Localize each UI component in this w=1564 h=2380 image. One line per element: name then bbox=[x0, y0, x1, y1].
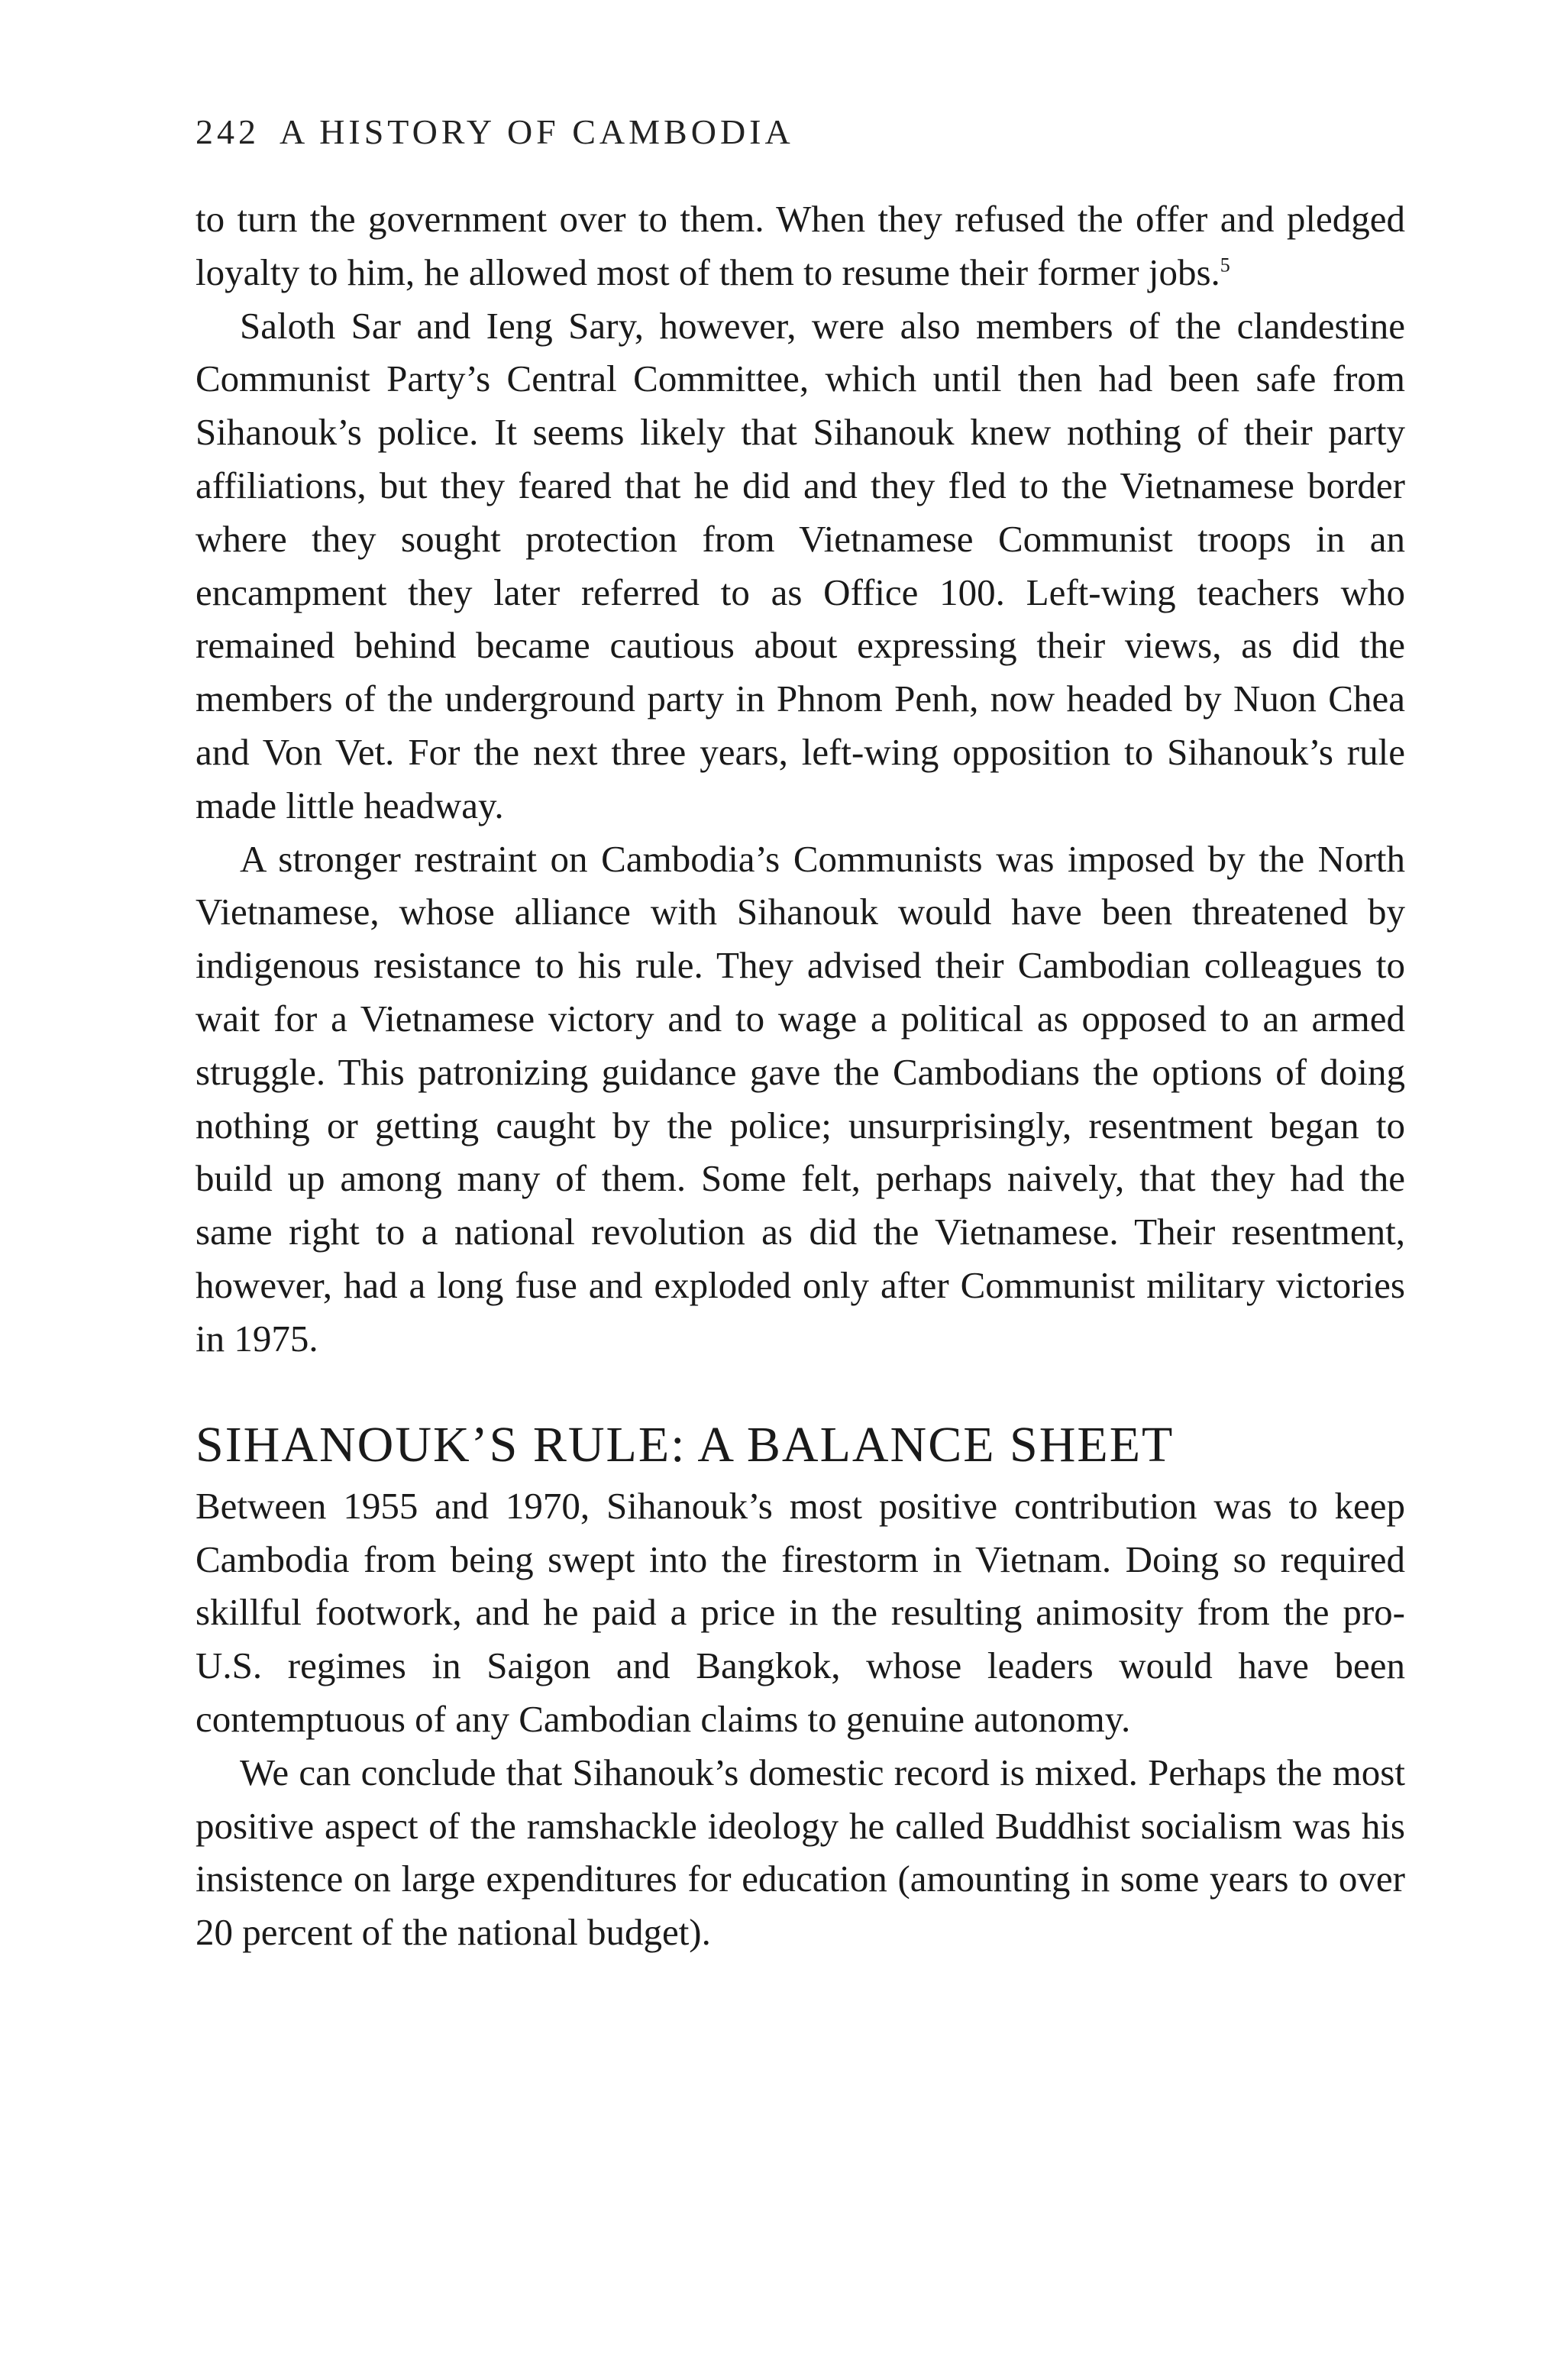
section-heading: SIHANOUK’S RULE: A BALANCE SHEET bbox=[196, 1416, 1175, 1473]
paragraph-1-text: to turn the government over to them. When they refused the offer and pledged loyalty to him, he allowed most of them to resume their former jobs. bbox=[196, 198, 1405, 293]
paragraph-1 bbox=[196, 192, 1405, 299]
paragraph-2: Saloth Sar and Ieng Sary, however, were also members of the clandestine Communist Party’s Central Committee, which until then had been safe from Sihanouk’s police. It seems likely that Sihanouk knew nothing of their party affiliations, but they feared that he did and they fled to the Vietnamese border where they sought protection from Vietnamese Communist troops in an encampment they later referred to as Office 100. Left-wing teachers who remained behind became cautious about expressing their views, as did the members of the underground party in Phnom Penh, now headed by Nuon Chea and Von Vet. For the next three years, left-wing opposition to Sihanouk’s rule made little headway. bbox=[196, 304, 1405, 826]
body-text-section bbox=[196, 1479, 1405, 1959]
footnote-marker: 5 bbox=[1220, 254, 1230, 276]
book-page bbox=[196, 112, 1405, 1959]
running-head bbox=[196, 112, 1405, 151]
paragraph-4: Between 1955 and 1970, Sihanouk’s most positive contribution was to keep Cambodia from being swept into the firestorm in Vietnam. Doing so required skillful footwork, and he paid a price in the resulting animosity from the pro-U.S. regimes in Saigon and Bangkok, whose leaders would have been contemptuous of any Cambodian claims to genuine autonomy. bbox=[196, 1484, 1405, 1740]
body-text-top bbox=[196, 192, 1405, 1366]
book-title: A HISTORY OF CAMBODIA bbox=[280, 112, 794, 151]
page-number: 242 bbox=[196, 112, 260, 151]
paragraph-3: A stronger restraint on Cambodia’s Communists was imposed by the North Vietnamese, whose alliance with Sihanouk would have been threatened by indigenous resistance to his rule. They advised their Cambodian colleagues to wait for a Vietnamese victory and to wage a political as opposed to an armed struggle. This patronizing guidance gave the Cambodians the options of doing nothing or getting caught by the police; unsurprisingly, resentment began to build up among many of them. Some felt, perhaps naively, that they had the same right to a national revolution as did the Vietnamese. Their resentment, however, had a long fuse and exploded only after Communist military victories in 1975. bbox=[196, 837, 1405, 1360]
paragraph-5: We can conclude that Sihanouk’s domestic record is mixed. Perhaps the most positive aspect of the ramshackle ideology he called Buddhist socialism was his insistence on large expenditures for education (amounting in some years to over 20 percent of the national budget). bbox=[196, 1751, 1405, 1954]
